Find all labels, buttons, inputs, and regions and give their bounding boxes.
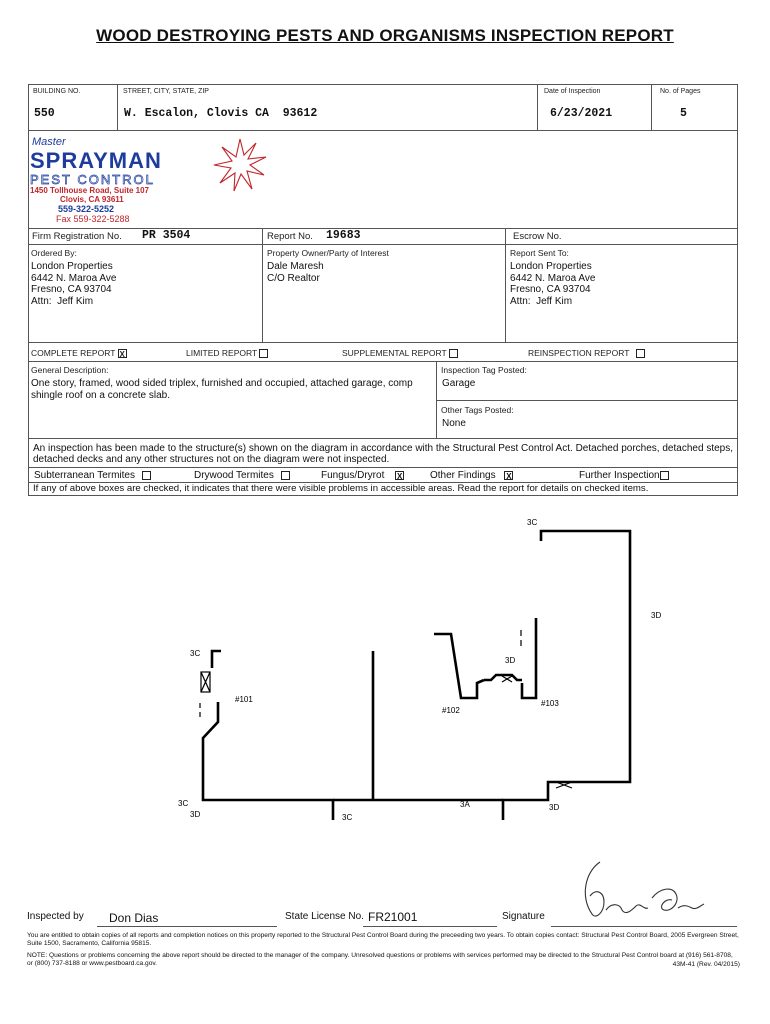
state-license-label: State License No.: [285, 911, 364, 922]
findings-note: If any of above boxes are checked, it indicates that there were visible problems in accessible areas. Read the report for details on checked items.: [33, 483, 649, 494]
report-no-label: Report No.: [267, 231, 313, 242]
other-findings-checkbox[interactable]: X: [506, 471, 512, 481]
building-no-label: BUILDING NO.: [33, 88, 81, 95]
complete-report-option: [31, 348, 127, 358]
limited-report-checkbox[interactable]: [259, 349, 268, 358]
street-address: W. Escalon, Clovis CA 93612: [124, 107, 318, 120]
building-outline: [203, 531, 630, 820]
window-markers: [200, 630, 572, 788]
logo-address1: 1450 Tollhouse Road, Suite 107: [30, 186, 149, 195]
owner-label: Property Owner/Party of Interest: [267, 248, 389, 258]
owner-line: Dale Maresh: [267, 261, 324, 272]
ordered-by-line: Attn: Jeff Kim: [31, 295, 94, 307]
report-sent-block: [510, 261, 595, 307]
further-inspection-option: [579, 470, 669, 482]
ordered-by-label: Ordered By:: [31, 248, 77, 258]
further-inspection-checkbox[interactable]: [660, 471, 669, 480]
drywood-option: [194, 470, 290, 482]
report-title: WOOD DESTROYING PESTS AND ORGANISMS INSPECTION REPORT: [96, 26, 674, 45]
limited-report-label: LIMITED REPORT: [186, 348, 258, 358]
other-findings-label: Other Findings: [430, 470, 496, 481]
logo-address2: Clovis, CA 93611: [60, 195, 124, 204]
other-tags-label: Other Tags Posted:: [441, 405, 514, 415]
signature-scribble: [560, 852, 740, 928]
owner-line: C/O Realtor: [267, 272, 320, 284]
report-sent-label: Report Sent To:: [510, 248, 569, 258]
company-logo: [28, 131, 278, 227]
supplemental-report-label: SUPPLEMENTAL REPORT: [342, 348, 447, 358]
signature-label: Signature: [502, 911, 545, 922]
report-sent-line: Fresno, CA 93704: [510, 284, 591, 295]
supplemental-report-option: [342, 348, 458, 358]
supplemental-report-checkbox[interactable]: [449, 349, 458, 358]
drywood-checkbox[interactable]: [281, 471, 290, 480]
reinspection-report-checkbox[interactable]: [636, 349, 645, 358]
questions-notice: NOTE: Questions or problems concerning the above report should be directed to the manager of the company. Unresolved questions or problems with services performed may be directed to the Structural Pest Control board at (916) 561-8708, or (800) 737-8188 or www.pestboard.ca.gov.: [27, 952, 733, 967]
limited-report-option: [186, 348, 268, 358]
starburst-icon: [214, 139, 266, 191]
logo-name: SPRAYMAN: [30, 148, 162, 173]
diagram-label: 3C: [527, 518, 538, 527]
logo-phone: 559-322-5252: [58, 204, 115, 214]
report-no: 19683: [326, 229, 361, 242]
diagram-labels: [178, 518, 661, 820]
fungus-option: [321, 470, 404, 482]
logo-subtitle: PEST CONTROL: [30, 172, 155, 187]
pages-label: No. of Pages: [660, 88, 701, 95]
floor-plan-diagram: [0, 500, 770, 820]
complete-report-checkbox[interactable]: X: [119, 350, 125, 360]
building-no: 550: [34, 107, 55, 120]
other-tags: None: [442, 418, 466, 429]
logo-fax: Fax 559-322-5288: [56, 214, 130, 224]
report-sent-line: Attn: Jeff Kim: [510, 295, 573, 307]
diagram-label: 3D: [505, 656, 516, 665]
escrow-no-label: Escrow No.: [513, 231, 562, 242]
signature-image: [560, 852, 740, 928]
date-label: Date of Inspection: [544, 88, 601, 95]
street-label: STREET, CITY, STATE, ZIP: [123, 88, 209, 95]
reinspection-report-label: REINSPECTION REPORT: [528, 348, 630, 358]
form-number: 43M-41 (Rev. 04/2015): [672, 961, 740, 968]
diagram-label: 3C: [190, 649, 201, 658]
inspector-name: Don Dias: [109, 911, 159, 925]
logo-graphic: [28, 131, 278, 227]
other-findings-option: [430, 470, 513, 482]
firm-registration-no: PR 3504: [142, 229, 191, 242]
diagram-label: #101: [235, 695, 253, 704]
inspection-tag: Garage: [442, 378, 476, 389]
diagram-label: 3D: [651, 611, 662, 620]
general-description-label: General Description:: [31, 365, 109, 375]
reinspection-report-option: [528, 348, 645, 358]
diagram-label: 3D: [190, 810, 201, 819]
diagram-label: #102: [442, 706, 460, 715]
drywood-label: Drywood Termites: [194, 470, 274, 481]
inspected-by-label: Inspected by: [27, 911, 84, 922]
firm-registration-label: Firm Registration No.: [32, 231, 122, 242]
ordered-by-line: London Properties: [31, 261, 113, 272]
diagram-label: #103: [541, 699, 559, 708]
report-sent-line: 6442 N. Maroa Ave: [510, 272, 596, 284]
diagram-label: 3D: [549, 803, 560, 812]
logo-script: Master: [32, 136, 66, 148]
diagram-label: 3C: [342, 813, 353, 820]
state-license-no: FR21001: [368, 910, 418, 924]
report-sent-line: London Properties: [510, 261, 592, 272]
ordered-by-line: Fresno, CA 93704: [31, 284, 112, 295]
diagram-label: 3A: [460, 800, 470, 809]
records-notice: You are entitled to obtain copies of all reports and completion notices on this property reported to the Structural Pest Control Board during the preceeding two years. To obtain copies contact: Structural Pest Control Board, 2005 Evergreen Street, Suite 1500, Sacramento, California 95815.: [27, 932, 739, 947]
general-description: One story, framed, wood sided triplex, furnished and occupied, attached garage, comp shingle roof on a concrete slab.: [31, 378, 413, 401]
ordered-by-block: [31, 261, 116, 307]
further-inspection-label: Further Inspection: [579, 470, 660, 481]
owner-block: [267, 261, 324, 284]
subterranean-checkbox[interactable]: [142, 471, 151, 480]
inspection-statement: An inspection has been made to the structure(s) shown on the diagram in accordance with the Structural Pest Control Act. Detached porches, detached steps, detached decks and any other structures not on the diagram were not inspected.: [33, 443, 733, 465]
fungus-label: Fungus/Dryrot: [321, 470, 385, 481]
floor-plan-svg: [0, 500, 770, 820]
inspection-date: 6/23/2021: [550, 107, 613, 120]
complete-report-label: COMPLETE REPORT: [31, 348, 116, 358]
ordered-by-line: 6442 N. Maroa Ave: [31, 272, 117, 284]
fungus-checkbox[interactable]: X: [396, 471, 403, 481]
subterranean-label: Subterranean Termites: [34, 470, 135, 481]
page-count: 5: [680, 107, 687, 120]
subterranean-option: [34, 470, 151, 482]
inspection-tag-label: Inspection Tag Posted:: [441, 365, 527, 375]
diagram-label: 3C: [178, 799, 189, 808]
